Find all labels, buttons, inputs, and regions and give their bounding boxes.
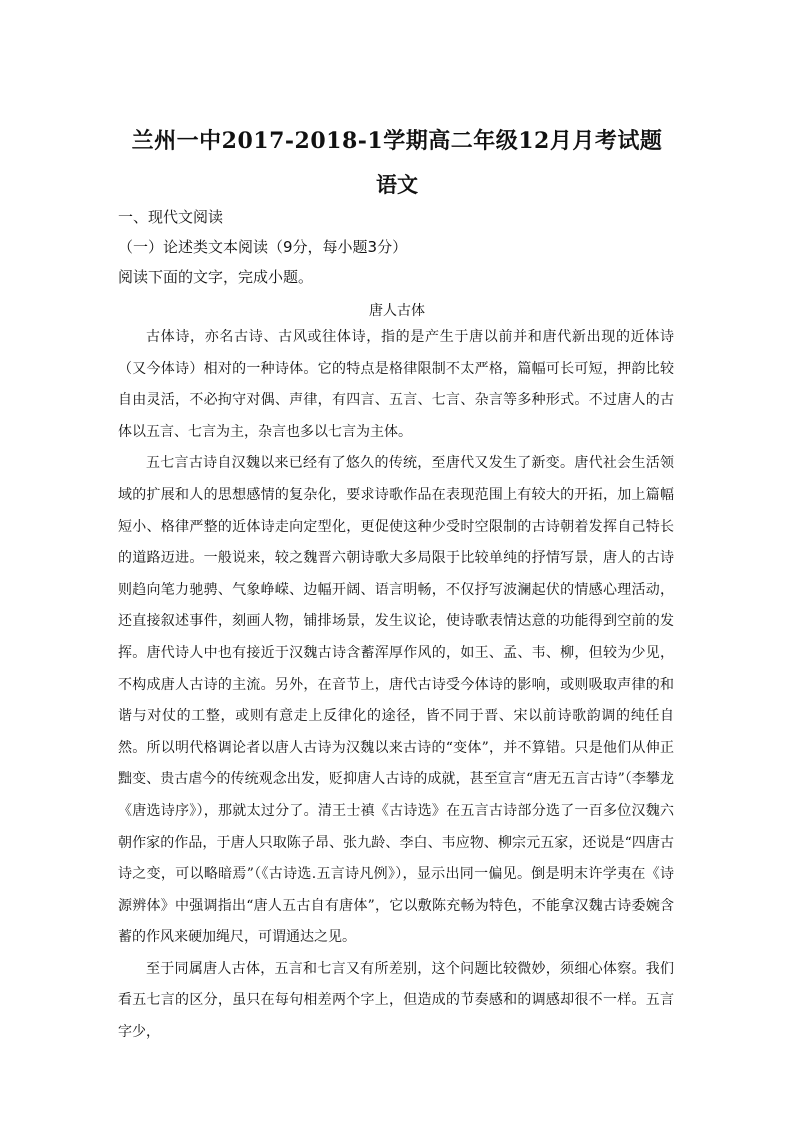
article-title: 唐人古体 [369, 303, 425, 319]
paragraph: 至于同属唐人古体，五言和七言又有所差别，这个问题比较微妙，须细心体察。我们看五七言的区分，虽只在每句相差两个字上，但造成的节奏感和的调感却很不一样。五言字少， [118, 960, 674, 1041]
paragraph: 古体诗，亦名古诗、古风或往体诗，指的是产生于唐以前并和唐代新出现的近体诗（又今体诗）相对的一种诗体。它的特点是格律限制不太严格，篇幅可长可短，押韵比较自由灵活，不必拘守对偶、声律，有四言、五言、七言、杂言等多种形式。不过唐人的古体以五言、七言为主，杂言也多以七言为主体。 [118, 329, 674, 440]
paragraph: 五七言古诗自汉魏以来已经有了悠久的传统，至唐代又发生了新变。唐代社会生活领域的扩展和人的思想感情的复杂化，要求诗歌作品在表现范围上有较大的开拓，加上篇幅短小、格律严整的近体诗走向定型化，更促使这种少受时空限制的古诗朝着发挥自己特长的道路迈进。一般说来，较之魏晋六朝诗歌大多局限于比较单纯的抒情写景，唐人的古诗则趋向笔力驰骋、气象峥嵘、边幅开阔、语言明畅，不仅抒写波澜起伏的情感心理活动，还直接叙述事件，刻画人物，铺排场景，发生议论，使诗歌表情达意的功能得到空前的发挥。唐代诗人中也有接近于汉魏古诗含蓄浑厚作风的，如王、孟、韦、柳，但较为少见，不构成唐人古诗的主流。另外，在音节上，唐代古诗受今体诗的影响，或则吸取声律的和谐与对仗的工整，或则有意走上反律化的途径，皆不同于晋、宋以前诗歌韵调的纯任自然。所以明代格调论者以唐人古诗为汉魏以来古诗的“变体”，并不算错。只是他们从伸正黜变、贵古虐今的传统观念出发，贬抑唐人古诗的成就，甚至宣言“唐无五言古诗”（李攀龙《唐选诗序》），那就太过分了。清王士禛《古诗选》在五言古诗部分选了一百多位汉魏六朝作家的作品，于唐人只取陈子昂、张九龄、李白、韦应物、柳宗元五家，还说是“四唐古诗之变，可以略暗焉”（《古诗选.五言诗凡例》），显示出同一偏见。倒是明末许学夷在《诗源辨体》中强调指出“唐人五古自有唐体”，它以敷陈充畅为特色，不能拿汉魏古诗委婉含蓄的作风来硬加绳尺，可谓通达之见。 [118, 455, 674, 946]
section-heading: 一、现代文阅读 [118, 208, 224, 226]
exam-title: 兰州一中2017-2018-1学期高二年级12月月考试题 [131, 128, 663, 154]
subject-title: 语文 [376, 172, 418, 197]
subsection-heading: （一）论述类文本阅读（9分，每小题3分） [118, 238, 408, 256]
reading-instruction: 阅读下面的文字，完成小题。 [118, 268, 314, 286]
article-body [118, 322, 674, 1049]
